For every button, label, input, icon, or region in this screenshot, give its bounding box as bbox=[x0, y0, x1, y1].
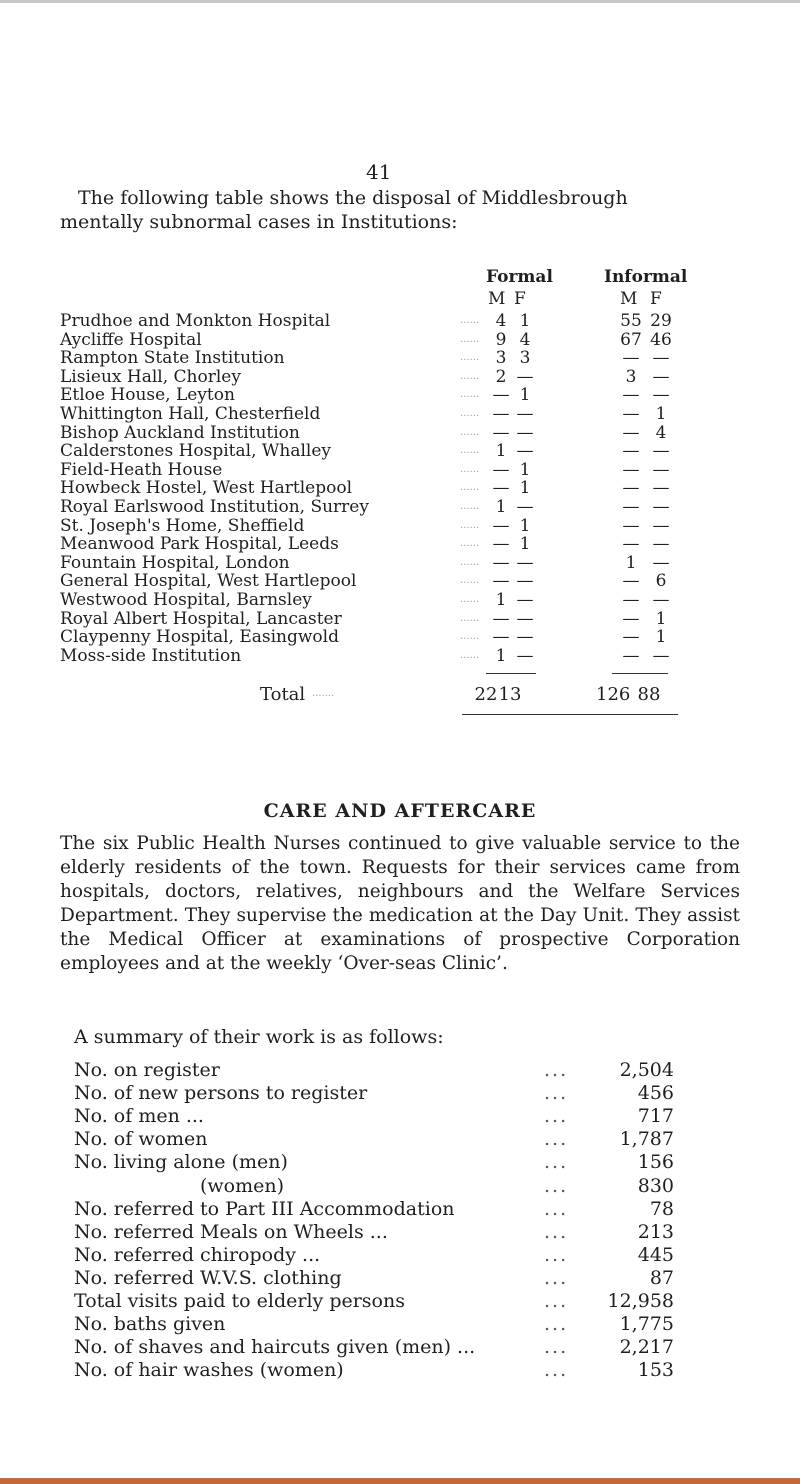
institution-name: Royal Earlswood Institution, Surrey bbox=[60, 497, 369, 517]
cell-ff: — bbox=[516, 552, 534, 573]
summary-row bbox=[74, 1243, 674, 1267]
dot-leader: ...... bbox=[460, 463, 480, 475]
cell-ff: 1 bbox=[519, 534, 531, 555]
cell-fm: 1 bbox=[495, 497, 507, 517]
cell-im: — bbox=[622, 422, 640, 443]
cell-fm: — bbox=[492, 534, 510, 555]
institution-name: Bishop Auckland Institution bbox=[60, 422, 300, 443]
cell-im: — bbox=[622, 404, 640, 424]
table-row bbox=[60, 645, 740, 667]
dot-leader: ...... bbox=[460, 519, 480, 531]
dot-leader: ... bbox=[544, 1128, 569, 1151]
cell-im: — bbox=[622, 571, 640, 592]
cell-fm: — bbox=[492, 627, 510, 648]
cell-if: — bbox=[652, 515, 670, 536]
cell-fm: — bbox=[492, 404, 510, 424]
summary-row bbox=[74, 1174, 674, 1198]
dot-leader: ...... bbox=[460, 333, 480, 345]
cell-ff: 1 bbox=[519, 311, 531, 331]
section-title: CARE AND AFTERCARE bbox=[263, 800, 537, 822]
dot-leader: ...... bbox=[460, 389, 480, 401]
summary-label: No. referred Meals on Wheels ... bbox=[74, 1220, 388, 1243]
total-leader: ....... bbox=[312, 688, 335, 699]
header-formal: Formal bbox=[486, 267, 553, 287]
care-paragraph: The six Public Health Nurses continued to give valuable service to the elderly residents of the town. Requests for their services came from hospitals, doctors, relatives, neighbours and the Welfare Services Department. They supervise the medication at the Day Unit. They assist the Medical Officer at examinations of prospective Corporation employees and at the weekly ‘Over-seas Clinic’. bbox=[60, 833, 740, 974]
institution-name: Fountain Hospital, London bbox=[60, 552, 290, 573]
cell-im: — bbox=[622, 348, 640, 369]
top-edge bbox=[0, 0, 800, 3]
dot-leader: ... bbox=[544, 1197, 569, 1220]
cell-ff: 4 bbox=[519, 329, 531, 350]
cell-fm: — bbox=[492, 552, 510, 573]
cell-im: — bbox=[622, 590, 640, 610]
summary-value: 2,504 bbox=[619, 1059, 674, 1081]
dot-leader: ...... bbox=[460, 352, 480, 364]
dot-leader: ...... bbox=[460, 649, 480, 661]
cell-im: — bbox=[622, 534, 640, 555]
header-formal-m: M bbox=[488, 289, 506, 309]
summary-row bbox=[74, 1312, 674, 1336]
total-label: Total bbox=[260, 684, 306, 705]
dot-leader: ...... bbox=[460, 612, 480, 624]
cell-if: 6 bbox=[655, 571, 667, 592]
dot-leader: ...... bbox=[460, 556, 480, 568]
cell-if: — bbox=[652, 590, 670, 610]
cell-if: 29 bbox=[650, 311, 672, 331]
summary-label: No. referred W.V.S. clothing bbox=[74, 1266, 342, 1289]
summary-row bbox=[74, 1266, 674, 1290]
summary-value: 156 bbox=[637, 1151, 674, 1174]
cell-fm: — bbox=[492, 385, 510, 406]
cell-if: — bbox=[652, 348, 670, 369]
summary-value: 717 bbox=[637, 1105, 674, 1128]
cell-if: — bbox=[652, 366, 670, 387]
cell-fm: — bbox=[492, 515, 510, 536]
summary-label: (women) bbox=[200, 1174, 285, 1197]
rule-informal-top bbox=[612, 673, 668, 674]
summary-row bbox=[74, 1104, 674, 1128]
page-number: 41 bbox=[366, 160, 392, 184]
cell-im: 55 bbox=[620, 311, 642, 331]
cell-ff: — bbox=[516, 571, 534, 592]
header-informal-f: F bbox=[650, 289, 662, 309]
total-formal-m: 22 bbox=[474, 684, 498, 705]
dot-leader: ...... bbox=[460, 631, 480, 643]
cell-ff: 1 bbox=[519, 515, 531, 536]
cell-if: — bbox=[652, 459, 670, 480]
institution-name: Royal Albert Hospital, Lancaster bbox=[60, 608, 342, 629]
cell-fm: — bbox=[492, 571, 510, 592]
summary-value: 153 bbox=[637, 1359, 674, 1382]
cell-ff: — bbox=[516, 441, 534, 462]
cell-ff: 3 bbox=[519, 348, 531, 369]
cell-if: — bbox=[652, 478, 670, 499]
header-formal-f: F bbox=[514, 289, 526, 309]
institution-name: Etloe House, Leyton bbox=[60, 385, 235, 406]
institution-name: Field-Heath House bbox=[60, 459, 223, 480]
dot-leader: ...... bbox=[460, 370, 480, 382]
dot-leader: ...... bbox=[460, 482, 480, 494]
institution-name: Howbeck Hostel, West Hartlepool bbox=[60, 478, 353, 499]
summary-row bbox=[74, 1150, 674, 1174]
cell-ff: — bbox=[516, 422, 534, 443]
cell-fm: 1 bbox=[495, 590, 507, 610]
institution-name: St. Joseph's Home, Sheffield bbox=[60, 515, 305, 536]
cell-fm: 1 bbox=[495, 441, 507, 462]
dot-leader: ...... bbox=[460, 445, 480, 457]
cell-if: — bbox=[652, 645, 670, 666]
summary-value: 87 bbox=[649, 1266, 674, 1289]
cell-im: — bbox=[622, 515, 640, 536]
dot-leader: ... bbox=[544, 1174, 569, 1197]
cell-im: — bbox=[622, 478, 640, 499]
dot-leader: ... bbox=[544, 1266, 569, 1289]
institution-name: Calderstones Hospital, Whalley bbox=[60, 441, 331, 462]
cell-ff: — bbox=[516, 627, 534, 648]
total-formal-f: 13 bbox=[498, 684, 522, 705]
summary-row bbox=[74, 1289, 674, 1313]
summary-intro: A summary of their work is as follows: bbox=[74, 1026, 444, 1048]
summary-value: 1,775 bbox=[619, 1313, 674, 1336]
total-informal-f: 88 bbox=[637, 684, 661, 705]
dot-leader: ... bbox=[544, 1105, 569, 1128]
cell-if: — bbox=[652, 534, 670, 555]
cell-if: 4 bbox=[655, 422, 667, 443]
summary-value: 456 bbox=[637, 1082, 674, 1105]
intro-text bbox=[60, 186, 720, 234]
cell-ff: — bbox=[516, 645, 534, 666]
cell-ff: 1 bbox=[519, 459, 531, 480]
summary-label: No. of women bbox=[74, 1128, 208, 1151]
cell-ff: — bbox=[516, 608, 534, 629]
cell-fm: — bbox=[492, 478, 510, 499]
summary-value: 2,217 bbox=[619, 1336, 674, 1359]
cell-im: — bbox=[622, 459, 640, 480]
cell-fm: — bbox=[492, 422, 510, 443]
cell-im: 67 bbox=[620, 329, 642, 350]
summary-label: No. referred to Part III Accommodation bbox=[74, 1197, 455, 1220]
cell-fm: 2 bbox=[495, 366, 507, 387]
total-informal-m: 126 bbox=[596, 684, 631, 705]
summary-value: 1,787 bbox=[619, 1128, 674, 1151]
cell-ff: — bbox=[516, 366, 534, 387]
summary-row bbox=[74, 1335, 674, 1359]
header-informal: Informal bbox=[604, 267, 688, 287]
summary-value: 445 bbox=[637, 1243, 674, 1266]
summary-label: No. of men ... bbox=[74, 1105, 204, 1128]
summary-row bbox=[74, 1058, 674, 1082]
cell-fm: 1 bbox=[495, 645, 507, 666]
cell-ff: 1 bbox=[519, 385, 531, 406]
cell-im: — bbox=[622, 497, 640, 517]
dot-leader: ... bbox=[544, 1313, 569, 1336]
summary-label: No. of new persons to register bbox=[74, 1082, 368, 1105]
cell-im: — bbox=[622, 645, 640, 666]
cell-ff: — bbox=[516, 404, 534, 424]
summary-value: 213 bbox=[637, 1220, 674, 1243]
dot-leader: ...... bbox=[460, 501, 480, 512]
summary-value: 830 bbox=[637, 1174, 674, 1197]
cell-fm: — bbox=[492, 608, 510, 629]
dot-leader: ...... bbox=[460, 408, 480, 419]
intro-line-2: mentally subnormal cases in Institutions: bbox=[60, 211, 458, 233]
institution-name: General Hospital, West Hartlepool bbox=[60, 571, 357, 592]
cell-if: 1 bbox=[655, 404, 667, 424]
summary-label: No. living alone (men) bbox=[74, 1151, 288, 1174]
cell-fm: — bbox=[492, 459, 510, 480]
institution-name: Aycliffe Hospital bbox=[60, 329, 202, 350]
summary-row bbox=[74, 1127, 674, 1151]
dot-leader: ...... bbox=[460, 575, 480, 587]
cell-im: 3 bbox=[625, 366, 637, 387]
dot-leader: ...... bbox=[460, 315, 480, 326]
cell-if: 1 bbox=[655, 627, 667, 648]
intro-line-1: The following table shows the disposal of Middlesbrough bbox=[78, 187, 628, 209]
summary-value: 12,958 bbox=[607, 1290, 674, 1312]
dot-leader: ... bbox=[544, 1220, 569, 1243]
header-informal-m: M bbox=[620, 289, 638, 309]
dot-leader: ...... bbox=[460, 538, 480, 550]
summary-row bbox=[74, 1358, 674, 1382]
summary-row bbox=[74, 1081, 674, 1105]
institution-name: Meanwood Park Hospital, Leeds bbox=[60, 534, 339, 555]
cell-if: 1 bbox=[655, 608, 667, 629]
cell-if: 46 bbox=[650, 329, 672, 350]
cell-im: — bbox=[622, 627, 640, 648]
summary-label: No. baths given bbox=[74, 1313, 226, 1336]
dot-leader: ...... bbox=[460, 426, 480, 438]
dot-leader: ... bbox=[544, 1151, 569, 1174]
dot-leader: ... bbox=[544, 1243, 569, 1266]
summary-label: No. referred chiropody ... bbox=[74, 1243, 321, 1266]
bottom-edge bbox=[0, 1478, 800, 1484]
cell-fm: 3 bbox=[495, 348, 507, 369]
institution-name: Moss-side Institution bbox=[60, 645, 242, 666]
institution-name: Westwood Hospital, Barnsley bbox=[60, 590, 312, 610]
summary-value: 78 bbox=[649, 1197, 674, 1220]
cell-im: — bbox=[622, 441, 640, 462]
cell-ff: — bbox=[516, 590, 534, 610]
cell-fm: 4 bbox=[495, 311, 507, 331]
cell-im: — bbox=[622, 385, 640, 406]
dot-leader: ... bbox=[544, 1336, 569, 1359]
cell-if: — bbox=[652, 497, 670, 517]
cell-if: — bbox=[652, 552, 670, 573]
institution-name: Prudhoe and Monkton Hospital bbox=[60, 311, 331, 331]
institution-name: Rampton State Institution bbox=[60, 348, 285, 369]
cell-fm: 9 bbox=[495, 329, 507, 350]
institution-name: Whittington Hall, Chesterfield bbox=[60, 404, 321, 424]
dot-leader: ... bbox=[544, 1082, 569, 1105]
cell-if: — bbox=[652, 441, 670, 462]
cell-ff: 1 bbox=[519, 478, 531, 499]
summary-label: Total visits paid to elderly persons bbox=[74, 1290, 405, 1312]
summary-label: No. on register bbox=[74, 1059, 220, 1081]
dot-leader: ...... bbox=[460, 594, 480, 605]
cell-if: — bbox=[652, 385, 670, 406]
institution-name: Lisieux Hall, Chorley bbox=[60, 366, 241, 387]
institution-name: Claypenny Hospital, Easingwold bbox=[60, 627, 339, 648]
summary-label: No. of shaves and haircuts given (men) ... bbox=[74, 1336, 476, 1359]
rule-formal-top bbox=[486, 673, 536, 674]
rule-total-bottom bbox=[462, 714, 678, 715]
dot-leader: ... bbox=[544, 1059, 569, 1081]
summary-row bbox=[74, 1197, 674, 1221]
dot-leader: ... bbox=[544, 1290, 569, 1312]
summary-label: No. of hair washes (women) bbox=[74, 1359, 344, 1382]
dot-leader: ... bbox=[544, 1359, 569, 1382]
cell-im: 1 bbox=[625, 552, 637, 573]
cell-ff: — bbox=[516, 497, 534, 517]
summary-row bbox=[74, 1220, 674, 1244]
cell-im: — bbox=[622, 608, 640, 629]
